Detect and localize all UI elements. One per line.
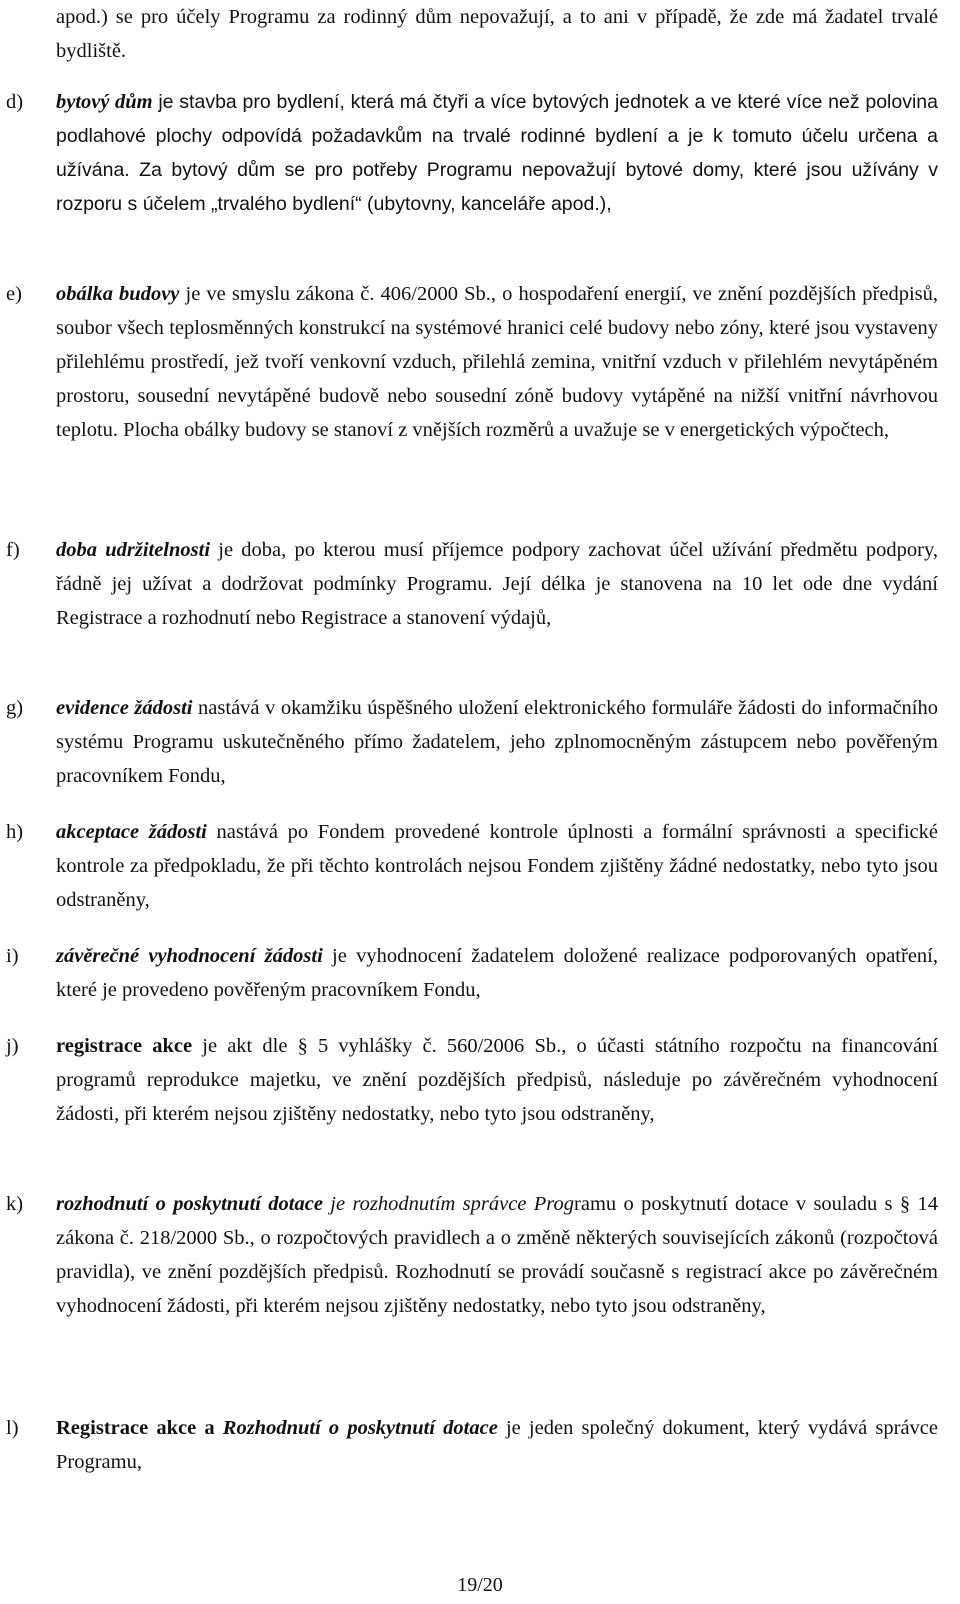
definition-body: je jeden společný dokument, který vydává správce Programu, <box>56 1417 938 1473</box>
item-letter: d) <box>6 91 24 113</box>
definition-text <box>56 1411 938 1479</box>
definition-body: je ve smyslu zákona č. 406/2000 Sb., o hospodaření energií, ve znění pozdějších předpisů, soubor všech teplosměnných konstrukcí na systémové hranici celé budovy nebo zóny, které jsou vystaveny přilehlému prostředí, jež tvoří venkovní vzduch, přilehlá zemina, vnitřní vzduch v přilehlém nevytápěném prostoru, sousední nevytápěné budově nebo sousední zóně budovy vytápěné na nižší vnitřní návrhovou teplotu. Plocha obálky budovy se stanoví z vnějších rozměrů a uvažuje se v energetických výpočtech, <box>56 283 939 441</box>
definition-term: závěrečné vyhodnocení žádosti <box>56 945 323 967</box>
definition-text <box>56 277 938 447</box>
item-letter: l) <box>6 1417 19 1439</box>
definition-body: nastává v okamžiku úspěšného uložení elektronického formuláře žádosti do informačního systému Programu uskutečněného přímo žadatelem, jeho zplnomocněným zástupcem nebo pověřeným pracovníkem Fondu, <box>56 697 938 787</box>
definition-text <box>56 691 938 793</box>
page-number: 19/20 <box>457 1574 503 1596</box>
definition-term: Registrace akce a <box>56 1417 223 1439</box>
definition-term: akceptace žádosti <box>56 821 207 843</box>
definition-text <box>56 1187 938 1323</box>
definition-body: je vyhodnocení žadatelem doložené realizace podporovaných opatření, které je provedeno pověřeným pracovníkem Fondu, <box>56 945 939 1001</box>
definition-text <box>56 533 938 635</box>
definition-body: nastává po Fondem provedené kontrole úplnosti a formální správnosti a specifické kontrole za předpokladu, že při těchto kontrolách nejsou Fondem zjištěny žádné nedostatky, nebo tyto jsou odstraněny, <box>56 821 938 911</box>
item-letter: f) <box>6 539 20 561</box>
definition-text <box>56 815 938 917</box>
definition-body-continued: Za bytový dům se pro potřeby Programu nepovažují bytové domy, které jsou užívány v rozporu s účelem „trvalého bydlení“ (ubytovny, kanceláře apod.), <box>56 159 938 215</box>
definition-term: obálka budovy <box>56 283 180 305</box>
definition-body: ramu o poskytnutí dotace v souladu s § 14 zákona č. 218/2000 Sb., o rozpočtových pravidlech a o změně některých souvisejících zákonů (rozpočtová pravidla), ve znění pozdějších předpisů. Rozhodnutí se provádí současně s registrací akce po závěrečném vyhodnocení žádosti, při kterém nejsou zjištěny nedostatky, nebo tyto jsou odstraněny, <box>56 1193 938 1317</box>
definition-term: bytový dům <box>56 91 153 113</box>
definition-text <box>56 939 938 1007</box>
definition-term: evidence žádosti <box>56 697 193 719</box>
definition-term: doba udržitelnosti <box>56 539 211 561</box>
definition-term: rozhodnutí o poskytnutí dotace <box>56 1193 323 1215</box>
item-letter: j) <box>6 1035 19 1057</box>
item-letter: i) <box>6 945 19 967</box>
definition-body: je doba, po kterou musí příjemce podpory zachovat účel užívání předmětu podpory, řádně jej užívat a dodržovat podmínky Programu. Její délka je stanovena na 10 let ode dne vydání Registrace a rozhodnutí nebo Registrace a stanovení výdajů, <box>56 539 939 629</box>
item-letter: e) <box>6 283 22 305</box>
definition-term-continued: Rozhodnutí o poskytnutí dotace <box>222 1417 498 1439</box>
intro-paragraph <box>56 0 938 68</box>
intro-text: apod.) se pro účely Programu za rodinný dům nepovažují, a to ani v případě, že zde má žadatel trvalé bydliště. <box>56 6 938 62</box>
item-letter: g) <box>6 697 24 719</box>
definition-body: je stavba pro bydlení, která má čtyři a více bytových jednotek a ve které více než polovina podlahové plochy odpovídá požadavkům na trvalé rodinné bydlení a je k tomuto účelu určena a užívána. <box>56 91 938 181</box>
definition-term-continued: je rozhodnutím správce Prog <box>322 1193 575 1215</box>
item-letter: k) <box>6 1193 24 1215</box>
item-letter: h) <box>6 821 24 843</box>
definition-term: registrace akce <box>56 1035 193 1057</box>
definition-text <box>56 1029 938 1131</box>
definition-body: je akt dle § 5 vyhlášky č. 560/2006 Sb., o účasti státního rozpočtu na financování programů reprodukce majetku, ve znění pozdějších předpisů, následuje po závěrečném vyhodnocení žádosti, při kterém nejsou zjištěny nedostatky, nebo tyto jsou odstraněny, <box>56 1035 938 1125</box>
definition-text <box>56 85 938 221</box>
